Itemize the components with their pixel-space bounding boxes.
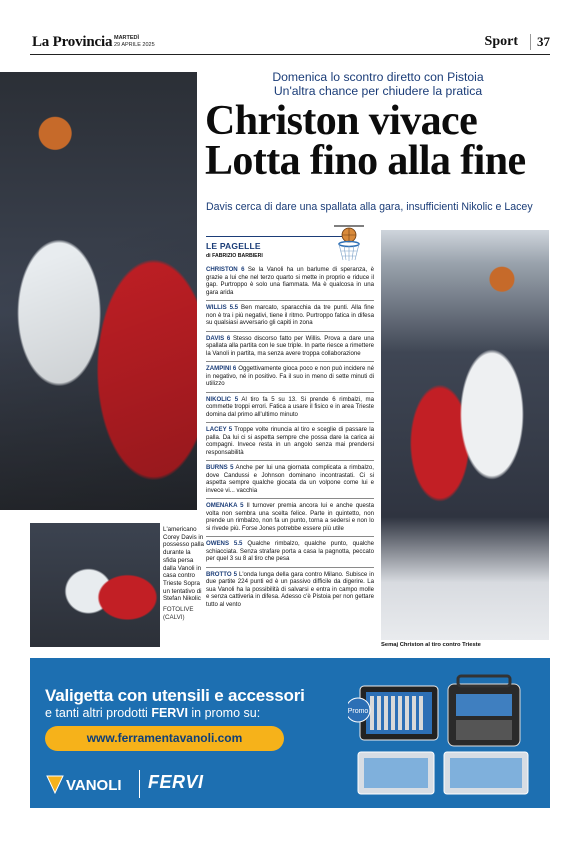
- photo-nikolic: [0, 72, 197, 510]
- pagella-comment: Il turnover premia ancora lui e anche questa volta non sembra una scelta felice. Parte in quintetto, non prende un rimbalzo, non fa un punto, torna a sedersi e non lo si rivede più. Forse Jones potrebbe essere più utile: [206, 502, 374, 532]
- ad-logo-separator: [139, 770, 140, 798]
- photo-credit: FOTOLIVE (CALVI): [163, 606, 194, 621]
- pagella-player-grade: OMENAKA 5: [206, 502, 244, 509]
- pagella-item: [206, 461, 374, 499]
- pagella-item: [206, 537, 374, 568]
- pagelle-author: [206, 253, 263, 259]
- pagella-comment: Se la Vanoli ha un barlume di speranza, è grazie a lui che nel terzo quarto si mette in proprio e riduce il gap. Purtroppo è solo una fiammata. Ma è qualcosa in una gara arida: [206, 266, 374, 296]
- pagella-player-grade: LACEY 5: [206, 426, 233, 433]
- pagella-comment: Qualche rimbalzo, qualche punto, qualche schiacciata. Senza strafare porta a casa la pagnotta, peccato per quel 3 su 8 al tiro che pesa: [206, 540, 375, 562]
- pagella-comment: L'onda lunga della gara contro Milano. Subisce in due partite 224 punti ed è un passivo difficile da digerire. La sua Vanoli ha la possibilità di salvarsi e entra in campo molle e senza cattiveria in difesa. Adesso c'è Pistoia per non gettare tutto al vento: [206, 570, 374, 608]
- pagella-player-grade: WILLIS 5.5: [206, 304, 239, 311]
- title-line-2: Lotta fino alla fine: [205, 138, 526, 184]
- pagella-player-grade: DAVIS 6: [206, 334, 231, 342]
- issue-day: MARTEDÌ: [114, 35, 140, 41]
- pagelle-list: [206, 263, 374, 612]
- basketball-hoop-icon: [332, 224, 366, 264]
- article-kicker: [206, 70, 550, 98]
- photo-davis: [30, 523, 160, 647]
- section-label: Sport: [484, 34, 518, 49]
- ad-subline: [45, 706, 260, 720]
- ad-sub-brand: FERVI: [151, 706, 188, 720]
- issue-date: [114, 35, 155, 48]
- photo-caption-christon: Semaj Christon al tiro contro Trieste: [381, 642, 481, 648]
- pagella-item: [206, 332, 374, 363]
- author-name: FABRIZIO BARBIERI: [212, 253, 263, 259]
- pagella-player-grade: BURNS 5: [206, 464, 234, 471]
- photo-caption-davis: [163, 526, 205, 621]
- vanoli-logo-text: VANOLI: [66, 777, 122, 794]
- ad-url-button[interactable]: www.ferramentavanoli.com: [45, 726, 284, 751]
- pagella-player-grade: OWENS 5.5: [206, 540, 243, 547]
- photo-christon: [381, 230, 549, 640]
- page-number: 37: [530, 34, 550, 50]
- promo-badge-text: Promo: [348, 708, 369, 715]
- pagella-player-grade: ZAMPINI 6: [206, 365, 237, 372]
- fervi-logo-text: FERVI: [148, 772, 204, 792]
- author-prefix: di: [206, 253, 211, 259]
- pagella-comment: Ben marcato, sparacchia da tre punti. Alla fine non è tra i più negativi, tiene il ritmo. Purtroppo fatica in difesa su qualsiasi avversario gli capiti in zona: [206, 304, 374, 326]
- pagella-item: [206, 263, 374, 301]
- caption-text: L'americano Corey Davis in possesso palla durante la sfida persa dalla Vanoli in casa contro Trieste Sopra un tentativo di Stefan Nikolic: [163, 526, 204, 603]
- pagella-comment: Troppe volte rinuncia al tiro e sceglie di passare la palla. Da lui ci si aspetta sempre che possa dare la carica ai compagni. Invece resta in un angolo senza mai prendersi responsabilità: [206, 426, 375, 456]
- kicker-line-2: Un'altra chance per chiudere la pratica: [273, 84, 483, 98]
- kicker-line-1: Domenica lo scontro diretto con Pistoia: [272, 70, 484, 84]
- pagella-item: [206, 499, 374, 537]
- pagelle-title: LE PAGELLE: [206, 241, 261, 251]
- ad-sub-pre: e tanti altri prodotti: [45, 706, 148, 720]
- pagella-item: [206, 393, 374, 424]
- pagella-player-grade: CHRISTON 6: [206, 266, 245, 273]
- pagella-item: [206, 301, 374, 332]
- article-title: [205, 98, 553, 184]
- pagella-comment: Stesso discorso fatto per Willis. Prova a dare una spallata alla partita con le sue triple. In parte riesce a rimettere la Vanoli in partita, ma senza avere troppa collaborazione: [206, 334, 375, 357]
- pagella-item: [206, 423, 374, 461]
- pagella-comment: Al tiro fa 5 su 13. Si prende 6 rimbalzi, ma commette troppi errori. Fatica a usare il fisico e in area Trieste domina dal primo all'ultimo minuto: [206, 395, 375, 418]
- pagella-item: [206, 362, 374, 393]
- pagella-item: [206, 568, 374, 613]
- header-rule: [30, 54, 550, 55]
- pagella-comment: Anche per lui una giornata complicata a rimbalzo, dove Candussi e Johnson dominano incontrastati. Ci si aspetta sempre qualche giocata da un volpone come lui e invece vi... vacchia: [206, 464, 375, 494]
- article-subtitle: Davis cerca di dare una spallata alla gara, insufficienti Nikolic e Lacey: [206, 201, 533, 213]
- pagella-comment: Oggettivamente gioca poco e non può incidere né in negativo, né in positivo. Fa il suo in meno di sette minuti di utilizzo: [206, 365, 375, 387]
- fervi-logo: [148, 772, 204, 793]
- ad-headline: Valigetta con utensili e accessori: [45, 686, 305, 705]
- ad-sub-post: in promo su:: [191, 706, 261, 720]
- masthead: La Provincia: [32, 34, 113, 50]
- title-line-1: Christon vivace: [205, 98, 478, 144]
- pagella-player-grade: NIKOLIC 5: [206, 395, 239, 403]
- pagella-player-grade: BROTTO 5: [206, 570, 237, 578]
- issue-date-value: 29 APRILE 2025: [114, 41, 155, 48]
- vanoli-logo-icon: [45, 772, 135, 796]
- pagelle-rule: [206, 236, 346, 237]
- toolcase-products-icon: [348, 672, 538, 800]
